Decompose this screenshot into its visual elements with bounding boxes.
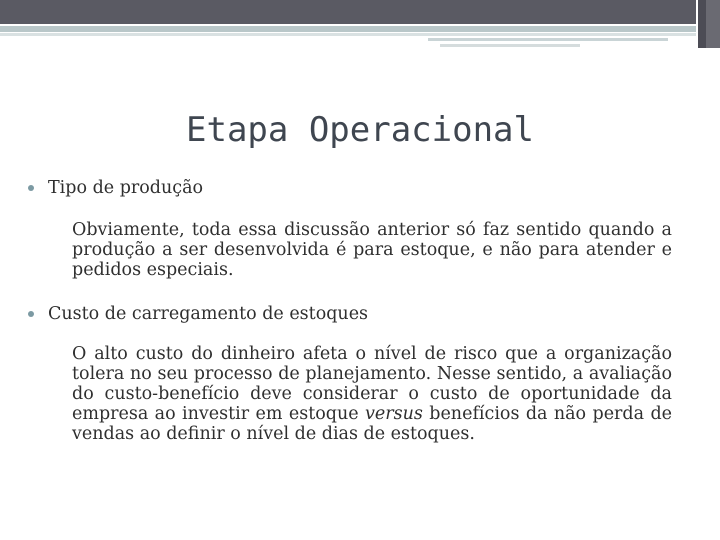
header-corner-stripe <box>706 0 720 48</box>
paragraph-text: O alto custo do dinheiro afeta o nível de risco que a organização tolera no seu processo de planejamento. Nesse sentido, a avaliação do custo-benefício deve considerar o custo de oportunidade da empresa ao investir em estoque <box>72 344 672 424</box>
bullet-item <box>28 304 678 324</box>
bullet-heading: Custo de carregamento de estoques <box>48 304 369 324</box>
bullet-paragraph: Obviamente, toda essa discussão anterior só faz sentido quando a produção a ser desenvolvida é para estoque, e não para atender e pedidos especiais. <box>72 220 672 280</box>
slide-body <box>28 178 678 444</box>
paragraph-text: benefícios da não perda de vendas ao definir o nível de dias de estoques. <box>72 404 672 444</box>
bullet-item <box>28 178 678 198</box>
bullet-paragraph <box>72 344 672 444</box>
bullet-heading: Tipo de produção <box>48 178 204 198</box>
header-accent-line <box>0 26 696 32</box>
header-accent-line-shorter <box>440 44 580 47</box>
header-accent-line-thin <box>0 33 696 36</box>
header-bar <box>0 0 696 24</box>
bullet-icon <box>28 185 34 191</box>
slide-title: Etapa Operacional <box>186 110 534 150</box>
header-accent-line-short <box>428 38 668 41</box>
bullet-icon <box>28 311 34 317</box>
paragraph-emphasis: versus <box>365 404 423 424</box>
